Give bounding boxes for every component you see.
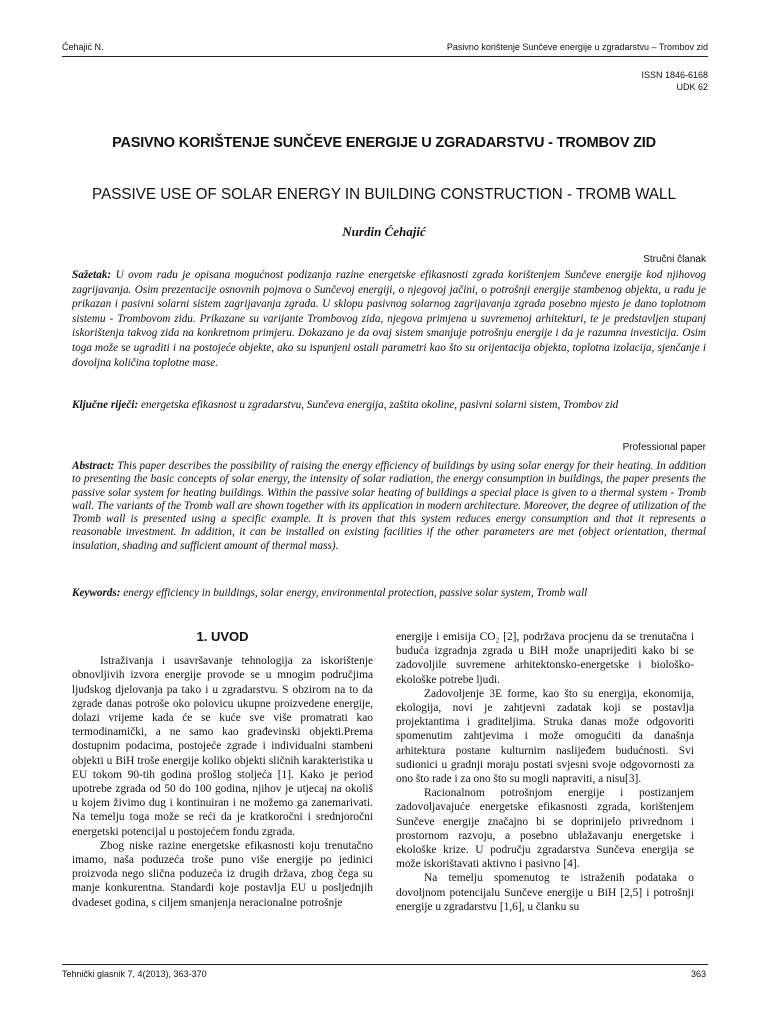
summary-label: Sažetak: bbox=[72, 269, 112, 281]
section-heading: 1. UVOD bbox=[196, 629, 249, 644]
keywords-hr-text: energetska efikasnost u zgradarstvu, Sunčeva energija, zaštita okoline, pasivni solarni sistem, Trombov zid bbox=[140, 399, 619, 411]
udk: UDK 62 bbox=[676, 82, 708, 92]
keywords-hr bbox=[72, 398, 706, 413]
body-paragraph: Racionalnom potrošnjom energije i postizanjem zadovoljavajuće energetske efikasnosti zgrada, korištenjem Sunčeve energije značajno bi se doprinijelo privrednom i prostornom razvoju, a posebno ublažavanju energetske i ekološke krize. U području zgradarstva Sunčeva energija se može iskorištavati aktivno i pasivno [4]. bbox=[396, 787, 694, 871]
keywords-hr-label: Ključne riječi: bbox=[72, 399, 139, 411]
abstract-label: Abstract: bbox=[72, 460, 115, 472]
header-rule bbox=[62, 56, 708, 57]
title-english: PASSIVE USE OF SOLAR ENERGY IN BUILDING CONSTRUCTION - TROMB WALL bbox=[92, 186, 676, 203]
abstract-text: This paper describes the possibility of raising the energy efficiency of buildings by using solar energy for their heating. In addition to presenting the basic concepts of solar energy, the intensity of solar radiation, the energy consumption in buildings, the paper presents the passive solar system for heating buildings. Within the passive solar heating of buildings a special place is given to a thermal system - Tromb wall. The variants of the Tromb wall are shown together with its application in modern architecture. Moreover, the degree of utilization of the Tromb wall is presented using a specific example. It is proven that this system reduces energy consumption and that it represents a reasonable investment. In addition, it can be installed on existing facilities if the other parameters are met (object orientation, thermal insulation, shading and sufficient amount of thermal mass). bbox=[72, 460, 707, 552]
paper-type-hr: Stručni članak bbox=[643, 254, 706, 265]
body-paragraph: Istraživanja i usavršavanje tehnologija za iskorištenje obnovljivih izvora energije provode se u mnogim područjima ljudskog djelovanja pa tako i u zgradarstvu. S obzirom na to da zgrade danas potroše oko polovicu ukupne proizvedene energije, dolazi vrijeme kada će se kuće sve više promatrati kao termodinamički, a ne samo kao građevinski objekti.Prema dostupnim podacima, postojeće zgrade i individualni stambeni objekti u BiH troše energije koliko objekti sličnih karakteristika u EU tokom 90-tih godina prošlog stoljeća [1]. Kako je period upotrebe zgrada od 50 do 100 godina, njihov je utjecaj na okoliš u kojem živimo dug i kontinuiran i ne možemo ga zanemarivati. Na temelju toga može se reći da je kratkoročni i srednjoročni energetski potencijal u postojećem fondu zgrada. bbox=[72, 655, 373, 838]
footer-rule bbox=[62, 964, 708, 965]
page-number: 363 bbox=[690, 969, 706, 979]
body-paragraph: Zbog niske razine energetske efikasnosti koju trenutačno imamo, naša poduzeća troše puno više energije po jedinici proizvoda nego slična poduzeća iz drugih država, zbog čega su manje konkurentna. Standardi koje postavlja EU u posljednjih dvadeset godina, s ciljem smanjenja neracionalne potrošnje bbox=[72, 839, 373, 909]
running-title: Pasivno korištenje Sunčeve energije u zgradarstvu – Trombov zid bbox=[446, 42, 708, 52]
body-paragraph-continued: energije i emisija CO₂ [2], podržava procjenu da se trenutačna i buduća izgradnja zgrada u BiH može unaprijediti kako bi se zadovoljile suvremene arhitektonsko-energetske i biološko-ekološke potrebe ljudi. bbox=[396, 631, 694, 686]
abstract-en bbox=[72, 460, 706, 553]
paper-type-en: Professional paper bbox=[622, 442, 706, 453]
body-column-right bbox=[396, 630, 694, 914]
body-paragraph: Zadovoljenje 3E forme, kao što su energija, ekonomija, ekologija, novi je zahtjevni zadatak koji se postavlja projektantima i graditeljima. Struka danas može odgovoriti spomenutim zahtjevima i može omogućiti da današnja arhitektura postane kulturnim naslijeđem budućnosti. Svi sudionici u gradnji moraju postati svjesni svoje odgovornosti za ono što rade i za ono što su mogli napraviti, a nisu[3]. bbox=[396, 687, 694, 786]
keywords-en-label: Keywords: bbox=[72, 587, 121, 599]
keywords-en bbox=[72, 586, 706, 600]
author-name: Nurdin Ćehajić bbox=[342, 224, 426, 239]
issn-block bbox=[641, 69, 708, 93]
summary-text: U ovom radu je opisana mogućnost podizanja razine energetske efikasnosti zgrada korištenjem Sunčeve energije kod njihovog zagrijavanja. Osim prezentacije osnovnih pojmova o Sunčevoj energiji, o njegovoj jačini, o potrošnji energije stambenog objekta, u radu je prikazan i pasivni solarni sistem zagrijavanja zgrada. U sklopu pasivnog solarnog zagrijavanja zgrada posebno mjesto je dano toplotnom sistemu - Trombovom zidu. Prikazane su varijante Trombovog zida, njegova primjena u suvremenoj arhitekturi, te je predstavljen stupanj iskorištenja takvog zida na konkretnom primjeru. Dokazano je da ovaj sistem smanjuje potrošnju energije i da je razumna investicija. Osim toga može se ugraditi i na postojeće objekte, ako su ispunjeni ostali parametri kao što su orijentacija objekta, toplotna izolacija, sjenčanje i dovoljna količina toplotne mase. bbox=[72, 269, 707, 369]
journal-citation: Tehnički glasnik 7, 4(2013), 363-370 bbox=[62, 969, 207, 979]
running-author: Ćehajić N. bbox=[62, 42, 104, 52]
title-croatian: PASIVNO KORIŠTENJE SUNČEVE ENERGIJE U ZGRADARSTVU - TROMBOV ZID bbox=[112, 135, 656, 151]
issn: ISSN 1846-6168 bbox=[641, 70, 708, 80]
keywords-en-text: energy efficiency in buildings, solar energy, environmental protection, passive solar system, Tromb wall bbox=[123, 587, 588, 599]
body-column-left bbox=[72, 630, 373, 910]
body-paragraph: Na temelju spomenutog te istraženih podataka o dovoljnom potencijalu Sunčeve energije u BiH [2,5] i potrošnji energije u zgradarstvu [1,6], u članku su bbox=[396, 872, 694, 913]
summary-hr bbox=[72, 268, 706, 370]
